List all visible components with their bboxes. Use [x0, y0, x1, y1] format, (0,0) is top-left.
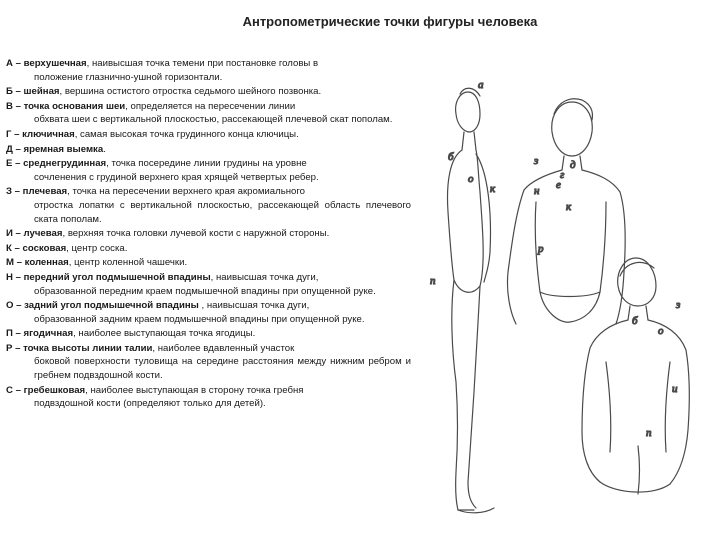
- definition-entry: [6, 299, 411, 326]
- definition-term: И – лучевая: [6, 228, 63, 240]
- label-front-e: е: [556, 179, 561, 191]
- definition-entry: [6, 242, 411, 256]
- page-title: Антропометрические точки фигуры человека: [242, 14, 538, 29]
- definition-entry: [6, 185, 411, 226]
- label-front-k: к: [566, 201, 572, 213]
- definition-term: В – точка основания шеи: [6, 100, 126, 112]
- back-figure: [582, 258, 689, 494]
- definition-entry: [6, 384, 411, 411]
- definition-continuation: отростка лопатки с вертикальной плоскостью, рассекающей область плечевого ската пополам.: [34, 199, 411, 225]
- definition-text: , точка на пересечении верхнего края акромиального: [67, 186, 305, 198]
- definition-entry: [6, 227, 411, 241]
- definition-entry: [6, 256, 411, 270]
- definition-term: С – гребешковая: [6, 384, 86, 396]
- label-front-r: р: [538, 243, 544, 255]
- definition-text: , наивысшая точка дуги,: [210, 271, 319, 283]
- label-side-k: к: [490, 183, 496, 195]
- definition-text: , точка посередине линии грудины на уровне: [106, 158, 307, 170]
- definition-term: О – задний угол подмышечной впадины: [6, 300, 199, 312]
- definition-entry: [6, 57, 411, 84]
- definition-text: , самая высокая точка грудинного конца ключицы.: [74, 128, 299, 140]
- definition-continuation: образованной задним краем подмышечной впадины при опущенной руке.: [34, 313, 365, 325]
- label-front-n: н: [534, 185, 540, 197]
- label-front-g: г: [560, 169, 565, 181]
- definition-continuation: сочленения с грудиной верхнего края хрящей четвертых ребер.: [34, 171, 319, 183]
- definition-term: Н – передний угол подмышечной впадины: [6, 271, 211, 283]
- label-side-o: о: [468, 173, 474, 185]
- definition-term: З – плечевая: [6, 186, 68, 198]
- definition-entry: [6, 342, 411, 383]
- definition-continuation: обхвата шеи с вертикальной плоскостью, рассекающей плечевой скат пополам.: [34, 114, 393, 126]
- definition-text: , наивысшая точка темени при постановке головы в: [86, 58, 319, 69]
- anthropometric-figures: [420, 62, 712, 532]
- side-profile-figure: [448, 88, 494, 513]
- definition-continuation: образованной передним краем подмышечной впадины при опущенной руке.: [34, 285, 376, 297]
- definition-text: , наиболее выступающая точка ягодицы.: [73, 328, 256, 340]
- label-side-b: б: [448, 151, 454, 163]
- definition-continuation: боковой поверхности туловища на середине расстояния между нижним ребром и гребнем подвздошной кости.: [34, 356, 411, 382]
- definition-text: , центр коленной чашечки.: [68, 257, 188, 269]
- label-back-n: п: [646, 427, 652, 439]
- label-front-d: д: [570, 159, 576, 171]
- label-side-n: п: [430, 275, 436, 287]
- definition-text: .: [103, 143, 106, 155]
- definition-term: Б – шейная: [6, 86, 60, 98]
- definition-text: , верхняя точка головки лучевой кости с наружной стороны.: [62, 228, 330, 240]
- definition-entry: [6, 100, 411, 127]
- definition-entry: [6, 85, 411, 99]
- definition-term: Е – среднегрудинная: [6, 158, 107, 170]
- figures-illustration: [420, 62, 712, 532]
- definition-entry: [6, 271, 411, 298]
- label-front-z: з: [534, 155, 539, 167]
- definitions-list: [6, 57, 411, 412]
- definition-text: , центр соска.: [66, 242, 128, 254]
- definition-term: А – верхушечная: [6, 58, 87, 69]
- label-back-o: о: [658, 325, 664, 337]
- label-back-z: з: [676, 299, 681, 311]
- label-back-i: и: [672, 383, 678, 395]
- definition-text: , вершина остистого отростка седьмого шейного позвонка.: [59, 86, 322, 98]
- label-back-b: б: [632, 315, 638, 327]
- definition-text: , наиболее вдавленный участок: [152, 342, 295, 354]
- definition-text: , определяется на пересечении линии: [125, 100, 296, 112]
- definition-entry: [6, 128, 411, 142]
- definition-term: М – коленная: [6, 257, 69, 269]
- definition-term: Д – яремная выемка: [6, 143, 104, 155]
- definition-term: Р – точка высоты линии талии: [6, 342, 153, 354]
- definition-entry: [6, 143, 411, 157]
- definition-term: П – ягодичная: [6, 328, 74, 340]
- definition-term: Г – ключичная: [6, 128, 75, 140]
- definition-entry: [6, 327, 411, 341]
- definition-continuation: подвздошной кости (определяют только для детей).: [34, 398, 266, 410]
- definition-text: , наивысшая точка дуги,: [198, 300, 310, 312]
- definition-entry: [6, 157, 411, 184]
- definition-text: , наиболее выступающая в сторону точка гребня: [85, 384, 304, 396]
- definition-continuation: положение глазнично-ушной горизонтали.: [34, 71, 223, 83]
- label-side-a: а: [478, 79, 484, 91]
- definition-term: К – сосковая: [6, 242, 67, 254]
